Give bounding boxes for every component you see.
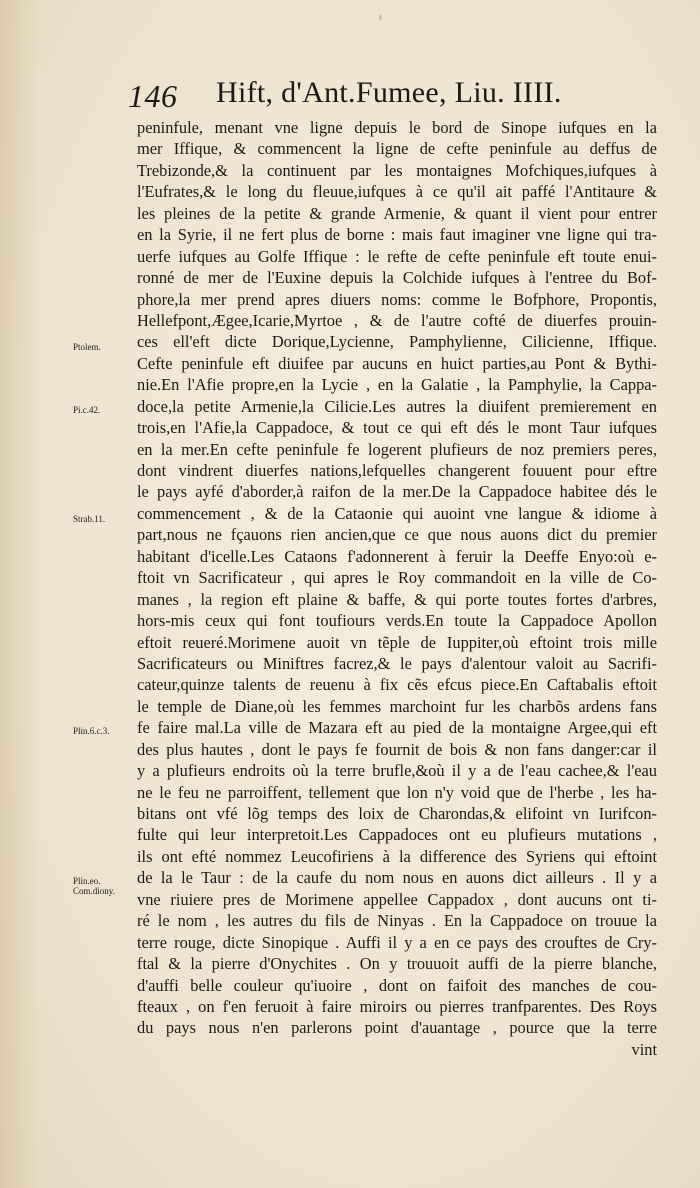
- text-line: fulte qui leur interpretoit.Les Cappadoces ont eu plufieurs mutations ,: [137, 825, 657, 845]
- text-line: ils ont efté nommez Leucofiriens à la difference des Syriens qui eftoint: [137, 846, 657, 866]
- text-line: en la Syrie, il ne fert plus de borne : mais faut imaginer vne ligne qui tra-: [137, 225, 657, 245]
- running-head: Hift, d'Ant.Fumee, Liu. IIII.: [216, 76, 562, 109]
- text-line: l'Eufrates,& le long du fleuue,iufques à ce qu'il ait paffé l'Antitaure &: [137, 182, 657, 202]
- page-gutter-shadow: [0, 0, 40, 1188]
- text-line: Trebizonde,& la continuent par les montaignes Mofchiques,iufques à: [137, 160, 657, 180]
- margin-note-plin-1: Plin.6.c.3.: [73, 726, 110, 736]
- text-line: doce,la petite Armenie,la Cilicie.Les autres la diuifent premierement en: [137, 396, 657, 416]
- text-line: ftal & la pierre d'Onychites . On y trouuoit auffi de la pierre blanche,: [137, 954, 657, 974]
- body-text: [137, 117, 657, 1060]
- text-line: part,nous ne fçauons rien ancien,que ce que nous auons dict du premier: [137, 525, 657, 545]
- text-line: y a plufieurs endroits où la terre brufle,&où il y a de l'eau cachee,& l'eau: [137, 761, 657, 781]
- page-header: [128, 76, 588, 114]
- text-line: ronné de mer de l'Euxine depuis la Colchide iufques à l'entree du Bof-: [137, 268, 657, 288]
- text-line: cateur,quinze talents de reuenu à fix cẽs efcus piece.En Caftabalis eftoit: [137, 675, 657, 695]
- margin-note-ptolem: Ptolem.: [73, 342, 101, 352]
- text-line: de la le Taur : de la caufe du nom nous en auons dict ailleurs . Il y a: [137, 868, 657, 888]
- text-line: mer Iffique, & commencent la ligne de cefte peninfule au deffus de: [137, 139, 657, 159]
- text-line: le pays ayfé d'aborder,à raifon de la mer.De la Cappadoce habitee dés le: [137, 482, 657, 502]
- text-line: Sacrificateurs ou Miniftres facrez,& le pays d'alentour valoit au Sacrifi-: [137, 653, 657, 673]
- text-line: d'auffi belle couleur qu'iuoire , dont on faifoit des manches de cou-: [137, 975, 657, 995]
- text-line: fe faire mal.La ville de Mazara eft au pied de la montaigne Argee,qui eft: [137, 718, 657, 738]
- text-line: ces ell'eft dicte Dorique,Lycienne, Pamphylienne, Cilicienne, Iffique.: [137, 332, 657, 352]
- page-number: 146: [128, 78, 178, 114]
- text-line: le temple de Diane,où les femmes marchoint fur les charbõs ardens fans: [137, 696, 657, 716]
- text-line: peninfule, menant vne ligne depuis le bord de Sinope iufques en la: [137, 118, 657, 137]
- text-line: vne riuiere pres de Morimene appellee Cappadox , dont aucuns ont ti-: [137, 889, 657, 909]
- text-line: fteaux , on f'en feruoit à faire miroirs ou pierres tranfparentes. Des Roys: [137, 996, 657, 1016]
- text-line: bitans ont vfé lõg temps des loix de Charondas,& elifoint vn Iurifcon-: [137, 804, 657, 823]
- margin-note-strab: Strab.11.: [73, 514, 106, 524]
- text-line: du pays nous n'en parlerons point d'auantage , pource que la terre: [137, 1018, 657, 1038]
- text-line: les pleines de la petite & grande Armenie, & quant il vient pour entrer: [137, 203, 657, 223]
- text-line: ne le feu ne parroiffent, tellement que lon n'y void que de l'herbe , les ha-: [137, 782, 657, 802]
- text-line: Hellefpont,Ægee,Icarie,Myrtoe , & de l'autre cofté de diuerfes prouin-: [137, 310, 657, 330]
- text-line: des plus hautes , dont le pays fe fournit de bois & non fans danger:car il: [137, 739, 657, 759]
- text-line: eftoit reueré.Morimene auoit vn tẽple de Iuppiter,où eftoint trois mille: [137, 632, 657, 652]
- text-line: trois,en l'Afie,la Cappadoce, & tout ce qui eft dés le mont Taur iufques: [137, 418, 657, 438]
- text-line: manes , la region eft plaine & baffe, & qui porte toutes fortes d'arbres,: [137, 589, 657, 609]
- text-line: dont vindrent diuerfes nations,lefquelles changerent fouuent pour eftre: [137, 461, 657, 480]
- margin-note-pi: Pi.c.42.: [73, 405, 101, 415]
- margin-note-com-diony: Com.diony.: [73, 886, 115, 896]
- text-line: ré le nom , les autres du fils de Ninyas . En la Cappadoce on trouue la: [137, 911, 657, 931]
- text-line: hors-mis ceux qui font toufiours verds.En toute la Cappadoce Apollon: [137, 611, 657, 631]
- text-line: ftoit vn Sacrificateur , qui apres le Roy commandoit en la ville de Co-: [137, 568, 657, 588]
- text-line: terre rouge, dicte Sinopique . Auffi il y a en ce pays des crouftes de Cry-: [137, 932, 657, 952]
- text-line: Cefte peninfule eft diuifee par aucuns en huict parties,au Pont & Bythi-: [137, 353, 657, 373]
- text-line: commencement , & de la Cataonie qui auoint vne langue & idiome à: [137, 503, 657, 523]
- text-line: habitant d'icelle.Les Cataons f'adonnerent à feruir la Deeffe Enyo:où e-: [137, 546, 657, 566]
- text-line: phore,la mer prend apres diuers noms: comme le Bofphore, Propontis,: [137, 289, 657, 309]
- text-line: en la mer.En cefte peninfule fe logerent plufieurs de noz premiers peres,: [137, 439, 657, 459]
- margin-note-plin-2: Plin.eo.: [73, 876, 101, 886]
- text-line: nie.En l'Afie propre,en la Lycie , en la Galatie , la Pamphylie, la Cappa-: [137, 375, 657, 395]
- text-line: uerfe iufques au Golfe Iffique : le refte de cefte peninfule eft toute enui-: [137, 246, 657, 266]
- catchword: vint: [631, 1039, 657, 1059]
- paper-speck: [379, 14, 382, 21]
